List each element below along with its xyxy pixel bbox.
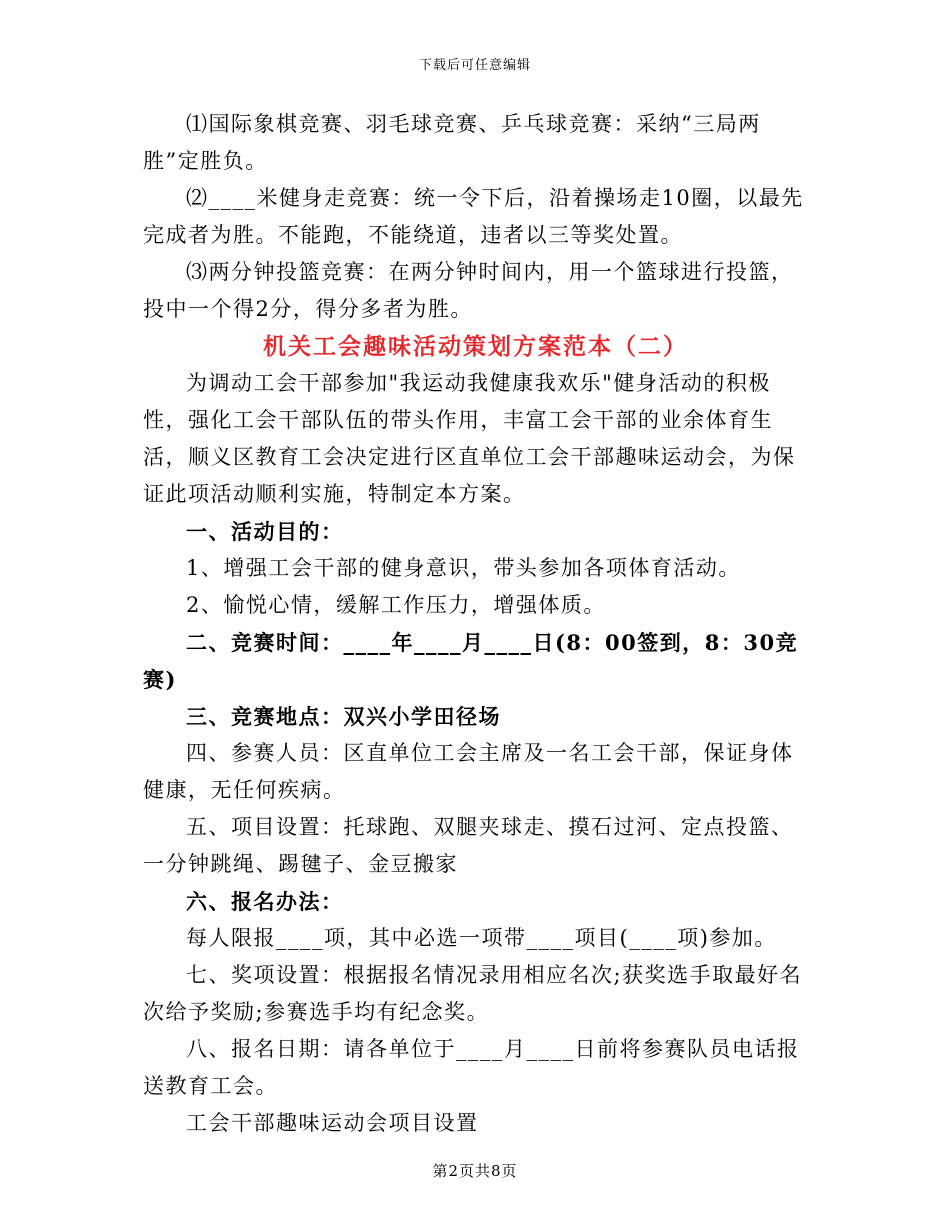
section-registration-date: 八、报名日期：请各单位于____月____日前将参赛队员电话报送教育工会。 bbox=[143, 1037, 800, 1098]
intro-paragraph: 为调动工会干部参加"我运动我健康我欢乐"健身活动的积极性，强化工会干部队伍的带头作用，丰富工会干部的业余体育生活，顺义区教育工会决定进行区直单位工会干部趣味运动会，为保证此项活动顺利实施，特制定本方案。 bbox=[143, 371, 796, 506]
paragraph-fitness-walk: ⑵____米健身走竞赛：统一令下后，沿着操场走10圈，以最先完成者为胜。不能跑，不能绕道，违者以三等奖处置。 bbox=[143, 186, 804, 247]
section-awards: 七、奖项设置：根据报名情况录用相应名次;获奖选手取最好名次给予奖励;参赛选手均有纪念奖。 bbox=[143, 963, 803, 1024]
section-participants: 四、参赛人员：区直单位工会主席及一名工会干部，保证身体健康，无任何疾病。 bbox=[143, 741, 794, 802]
section-time: 二、竞赛时间：____年____月____日(8：00签到，8：30竞赛) bbox=[143, 630, 799, 692]
section-events: 五、项目设置：托球跑、双腿夹球走、摸石过河、定点投篮、一分钟跳绳、踢毽子、金豆搬家 bbox=[143, 815, 794, 876]
purpose-item-1: 1、增强工会干部的健身意识，带头参加各项体育活动。 bbox=[186, 556, 741, 580]
section-title: 机关工会趣味活动策划方案范本（二） bbox=[263, 333, 688, 360]
closing-line: 工会干部趣味运动会项目设置 bbox=[186, 1111, 479, 1135]
section-registration-heading: 六、报名办法： bbox=[186, 889, 344, 914]
section-location: 三、竞赛地点：双兴小学田径场 bbox=[186, 704, 501, 729]
paragraph-chess-badminton: ⑴国际象棋竞赛、羽毛球竞赛、乒乓球竞赛：采纳“三局两胜”定胜负。 bbox=[143, 112, 761, 173]
purpose-item-2: 2、愉悦心情，缓解工作压力，增强体质。 bbox=[186, 593, 606, 617]
header-note: 下载后可任意编辑 bbox=[418, 58, 531, 73]
document-body bbox=[143, 106, 808, 1142]
registration-text: 每人限报____项，其中必选一项带____项目(____项)参加。 bbox=[186, 926, 777, 950]
page-number: 第2页共8页 bbox=[432, 1162, 518, 1180]
paragraph-basketball: ⑶两分钟投篮竞赛：在两分钟时间内，用一个篮球进行投篮，投中一个得2分，得分多者为胜。 bbox=[143, 260, 794, 321]
section-purpose-heading: 一、活动目的： bbox=[186, 519, 344, 544]
